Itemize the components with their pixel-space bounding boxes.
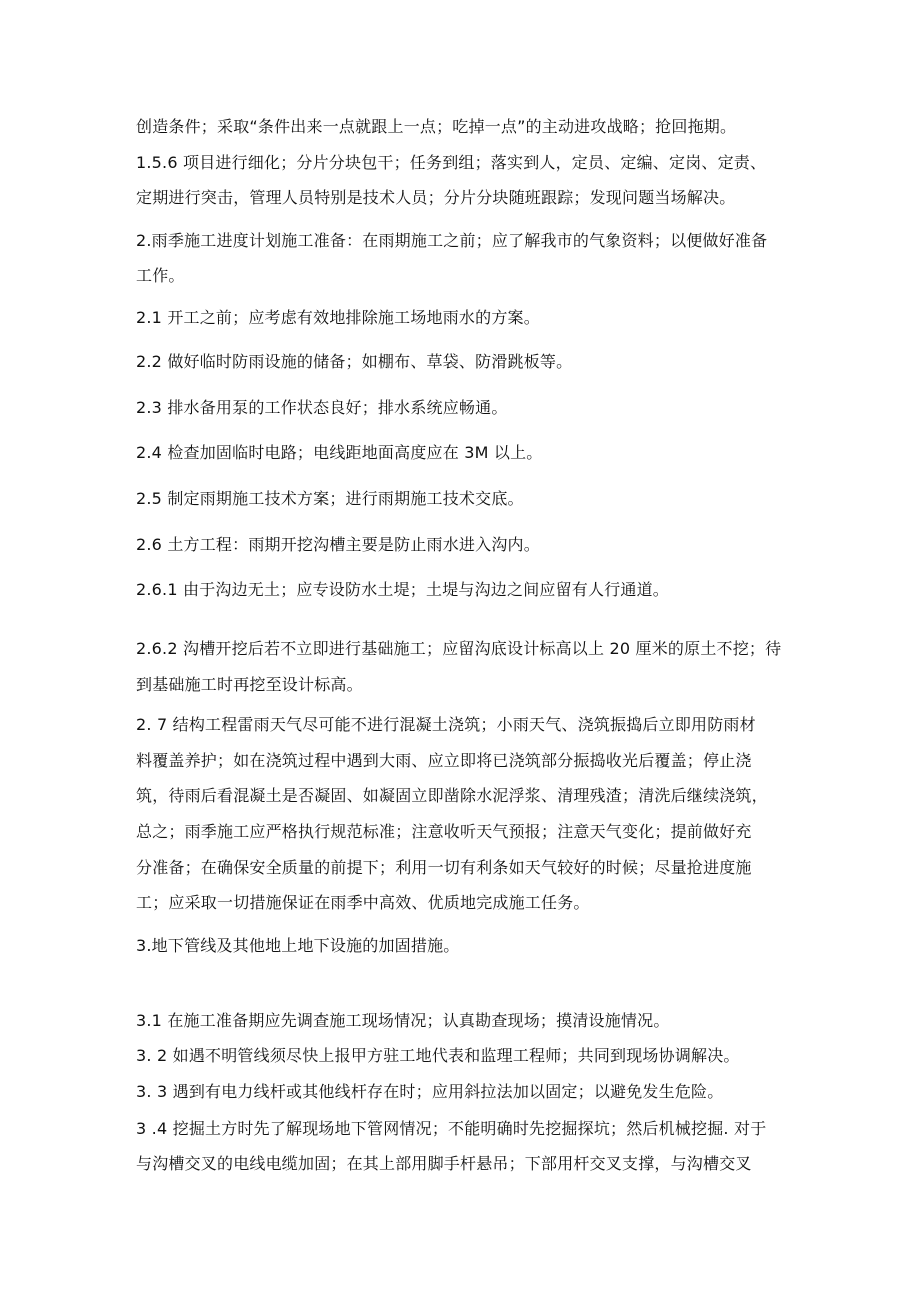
text-line: 2.6.2 沟槽开挖后若不立即进行基础施工；应留沟底设计标高以上 20 厘米的原土不挖；待	[136, 639, 782, 658]
text-line: 2.6.1 由于沟边无土；应专设防水土堤；土堤与沟边之间应留有人行通道。	[136, 580, 669, 599]
text-line: 2. 7 结构工程雷雨天气尽可能不进行混凝土浇筑；小雨天气、浇筑振捣后立即用防雨材	[136, 715, 756, 734]
text-line: 总之；雨季施工应严格执行规范标准；注意收听天气预报；注意天气变化；提前做好充	[136, 822, 752, 841]
text-line: 与沟槽交叉的电线电缆加固；在其上部用脚手杆悬吊；下部用杆交叉支撑，与沟槽交叉	[136, 1154, 752, 1173]
text-line: 2.6 土方工程：雨期开挖沟槽主要是防止雨水进入沟内。	[136, 535, 540, 554]
text-line: 3 .4 挖掘土方时先了解现场地下管网情况；不能明确时先挖掘探坑；然后机械挖掘. 对于	[136, 1119, 767, 1138]
text-line: 3.地下管线及其他地上地下设施的加固措施。	[136, 936, 460, 955]
text-line: 创造条件；采取“条件出来一点就跟上一点；吃掉一点”的主动进攻战略；抢回拖期。	[136, 117, 737, 136]
text-line: 2.雨季施工进度计划施工准备：在雨期施工之前；应了解我市的气象资料；以便做好准备	[136, 231, 768, 250]
text-line: 2.5 制定雨期施工技术方案；进行雨期施工技术交底。	[136, 489, 524, 508]
text-line: 2.1 开工之前；应考虑有效地排除施工场地雨水的方案。	[136, 308, 540, 327]
text-line: 3.1 在施工准备期应先调查施工现场情况；认真勘查现场；摸清设施情况。	[136, 1011, 670, 1030]
text-line: 工作。	[136, 266, 185, 285]
text-line: 筑，待雨后看混凝土是否凝固、如凝固立即凿除水泥浮浆、清理残渣；清洗后继续浇筑，	[136, 786, 768, 805]
text-line: 工；应采取一切措施保证在雨季中高效、优质地完成施工任务。	[136, 893, 590, 912]
text-line: 1.5.6 项目进行细化；分片分块包干；任务到组；落实到人，定员、定编、定岗、定责、	[136, 153, 767, 172]
text-line: 分准备；在确保安全质量的前提下；利用一切有利条如天气较好的时候；尽量抢进度施	[136, 858, 752, 877]
text-line: 3. 2 如遇不明管线须尽快上报甲方驻工地代表和监理工程师；共同到现场协调解决。	[136, 1046, 740, 1065]
text-line: 到基础施工时再挖至设计标高。	[136, 675, 363, 694]
text-line: 3. 3 遇到有电力线杆或其他线杆存在时；应用斜拉法加以固定；以避免发生危险。	[136, 1082, 724, 1101]
text-line: 2.4 检查加固临时电路；电线距地面高度应在 3M 以上。	[136, 443, 543, 462]
text-line: 料覆盖养护；如在浇筑过程中遇到大雨、应立即将已浇筑部分振捣收光后覆盖；停止浇	[136, 751, 752, 770]
text-line: 2.2 做好临时防雨设施的储备；如棚布、草袋、防滑跳板等。	[136, 352, 573, 371]
text-line: 定期进行突击，管理人员特别是技术人员；分片分块随班跟踪；发现问题当场解决。	[136, 188, 736, 207]
text-line: 2.3 排水备用泵的工作状态良好；排水系统应畅通。	[136, 398, 508, 417]
